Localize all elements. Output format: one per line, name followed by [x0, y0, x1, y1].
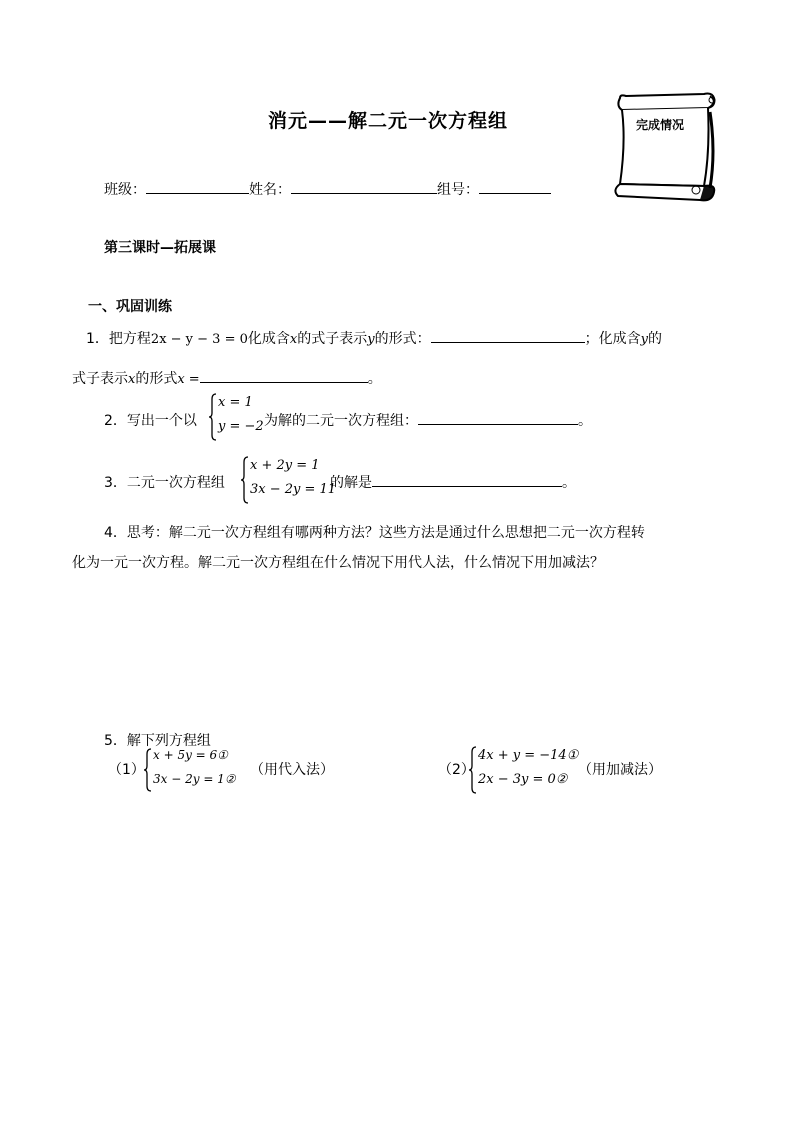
name-blank[interactable]	[291, 179, 437, 194]
class-blank[interactable]	[146, 179, 249, 194]
system-q5-1: x + 5y = 6① 3x − 2y = 1②	[143, 748, 233, 792]
section-heading: 一、巩固训练	[88, 299, 172, 315]
question-1-line-2: 式子表示x的形式x = 。	[72, 368, 382, 388]
answer-blank-2[interactable]	[200, 368, 368, 383]
scroll-stamp	[612, 92, 726, 204]
name-label: 姓名：	[249, 182, 291, 198]
answer-blank-1[interactable]	[431, 328, 585, 343]
question-2-tail: 为解的二元一次方程组： 。	[264, 410, 592, 430]
q5-part1-num: （1）	[108, 762, 145, 778]
stamp-label: 完成情况	[636, 118, 685, 132]
lesson-label: 第三课时—拓展课	[104, 240, 216, 256]
question-4-line-2: 化为一元一次方程。解二元一次方程组在什么情况下用代人法，什么情况下用加减法？	[72, 555, 604, 571]
answer-blank-4[interactable]	[372, 472, 562, 487]
page-title: 消元——解二元一次方程组	[268, 110, 509, 132]
group-blank[interactable]	[479, 179, 551, 194]
header-row	[104, 179, 551, 199]
brace-icon	[240, 456, 250, 504]
answer-blank-3[interactable]	[418, 410, 578, 425]
question-1-line-1: 1．把方程2x − y − 3 = 0化成含x的式子表示y的形式： ；化成含y的	[86, 328, 662, 348]
question-2: 2．写出一个以	[104, 413, 197, 429]
question-3-tail: 的解是 。	[330, 472, 576, 492]
brace-icon	[208, 393, 218, 441]
system-q3: x + 2y = 1 3x − 2y = 11	[240, 456, 330, 504]
question-3: 3．二元一次方程组	[104, 475, 225, 491]
q5-part2-method: （用加减法）	[578, 762, 662, 778]
q5-part2-num: （2）	[438, 762, 475, 778]
system-q5-2: 4x + y = −14① 2x − 3y = 0②	[468, 746, 578, 794]
class-label: 班级：	[104, 182, 146, 198]
brace-icon	[143, 748, 153, 792]
scroll-icon	[612, 92, 726, 204]
q5-part1-method: （用代入法）	[250, 762, 334, 778]
brace-icon	[468, 746, 478, 794]
system-q2: x = 1 y = −2	[208, 393, 264, 441]
question-5-heading: 5．解下列方程组	[104, 733, 211, 749]
equation: 2x − y − 3 = 0	[150, 332, 248, 347]
question-4-line-1: 4．思考：解二元一次方程组有哪两种方法？这些方法是通过什么思想把二元一次方程转	[104, 525, 645, 541]
group-label: 组号：	[437, 182, 479, 198]
